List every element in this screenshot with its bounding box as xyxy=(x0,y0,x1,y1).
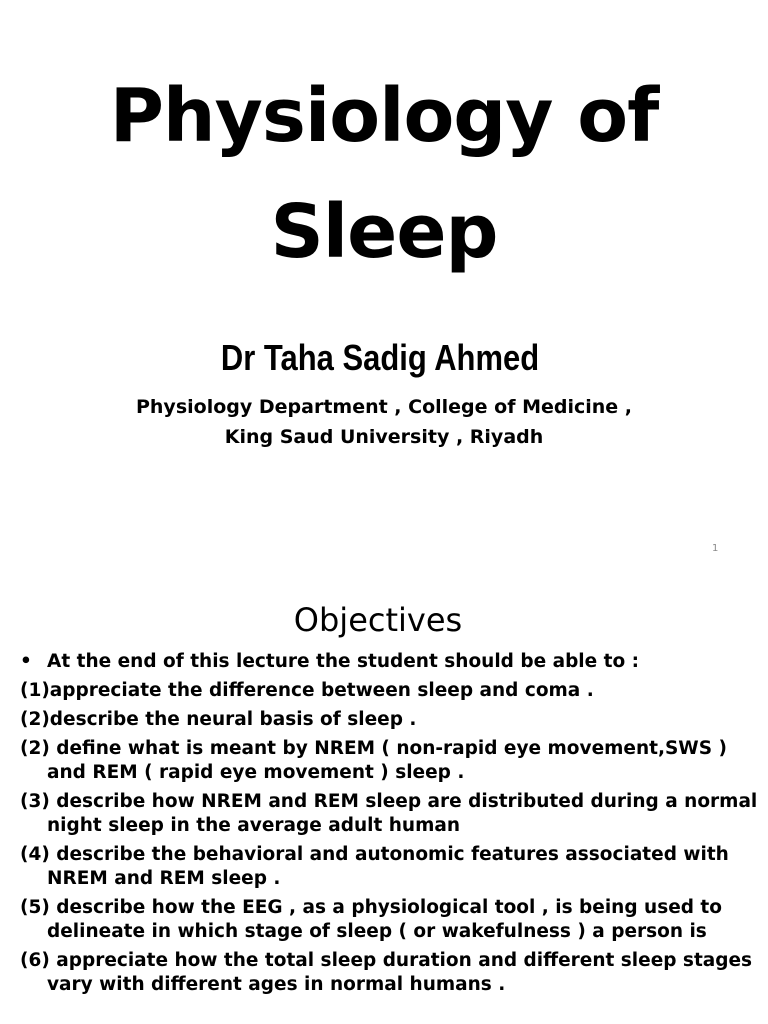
objectives-intro xyxy=(20,650,764,674)
objectives-slide xyxy=(0,576,768,1024)
objective-item: (1)appreciate the difference between sleep and coma . xyxy=(20,680,594,701)
title-line-1: Physiology of xyxy=(109,73,659,159)
objectives-title: Objectives xyxy=(293,601,463,639)
affiliation xyxy=(0,392,768,452)
objective-item: (3) describe how NREM and REM sleep are distributed during a normal night sleep in the average adult human xyxy=(20,791,758,836)
objective-item: (4) describe the behavioral and autonomic features associated with NREM and REM sleep . xyxy=(20,844,729,889)
objective-item: (5) describe how the EEG , as a physiological tool , is being used to delineate in which stage of sleep ( or wakefulness ) a person is xyxy=(20,897,722,942)
objective-item: (6) appreciate how the total sleep duration and different sleep stages vary with different ages in normal humans . xyxy=(20,950,753,995)
objective-item: (2) define what is meant by NREM ( non-rapid eye movement,SWS ) and REM ( rapid eye movement ) sleep . xyxy=(20,738,727,783)
author-name: Dr Taha Sadig Ahmed xyxy=(220,337,540,378)
objectives-list xyxy=(20,650,764,1002)
presentation-title xyxy=(0,58,768,290)
slide-number: 1 xyxy=(712,543,719,554)
affiliation-line-2: King Saud University , Riyadh xyxy=(224,426,544,448)
objective-item: (2)describe the neural basis of sleep . xyxy=(20,709,417,730)
intro-text: At the end of this lecture the student should be able to : xyxy=(47,651,640,672)
title-line-2: Sleep xyxy=(270,189,498,275)
affiliation-line-1: Physiology Department , College of Medicine , xyxy=(135,396,633,418)
bullet-icon: • xyxy=(20,651,32,672)
